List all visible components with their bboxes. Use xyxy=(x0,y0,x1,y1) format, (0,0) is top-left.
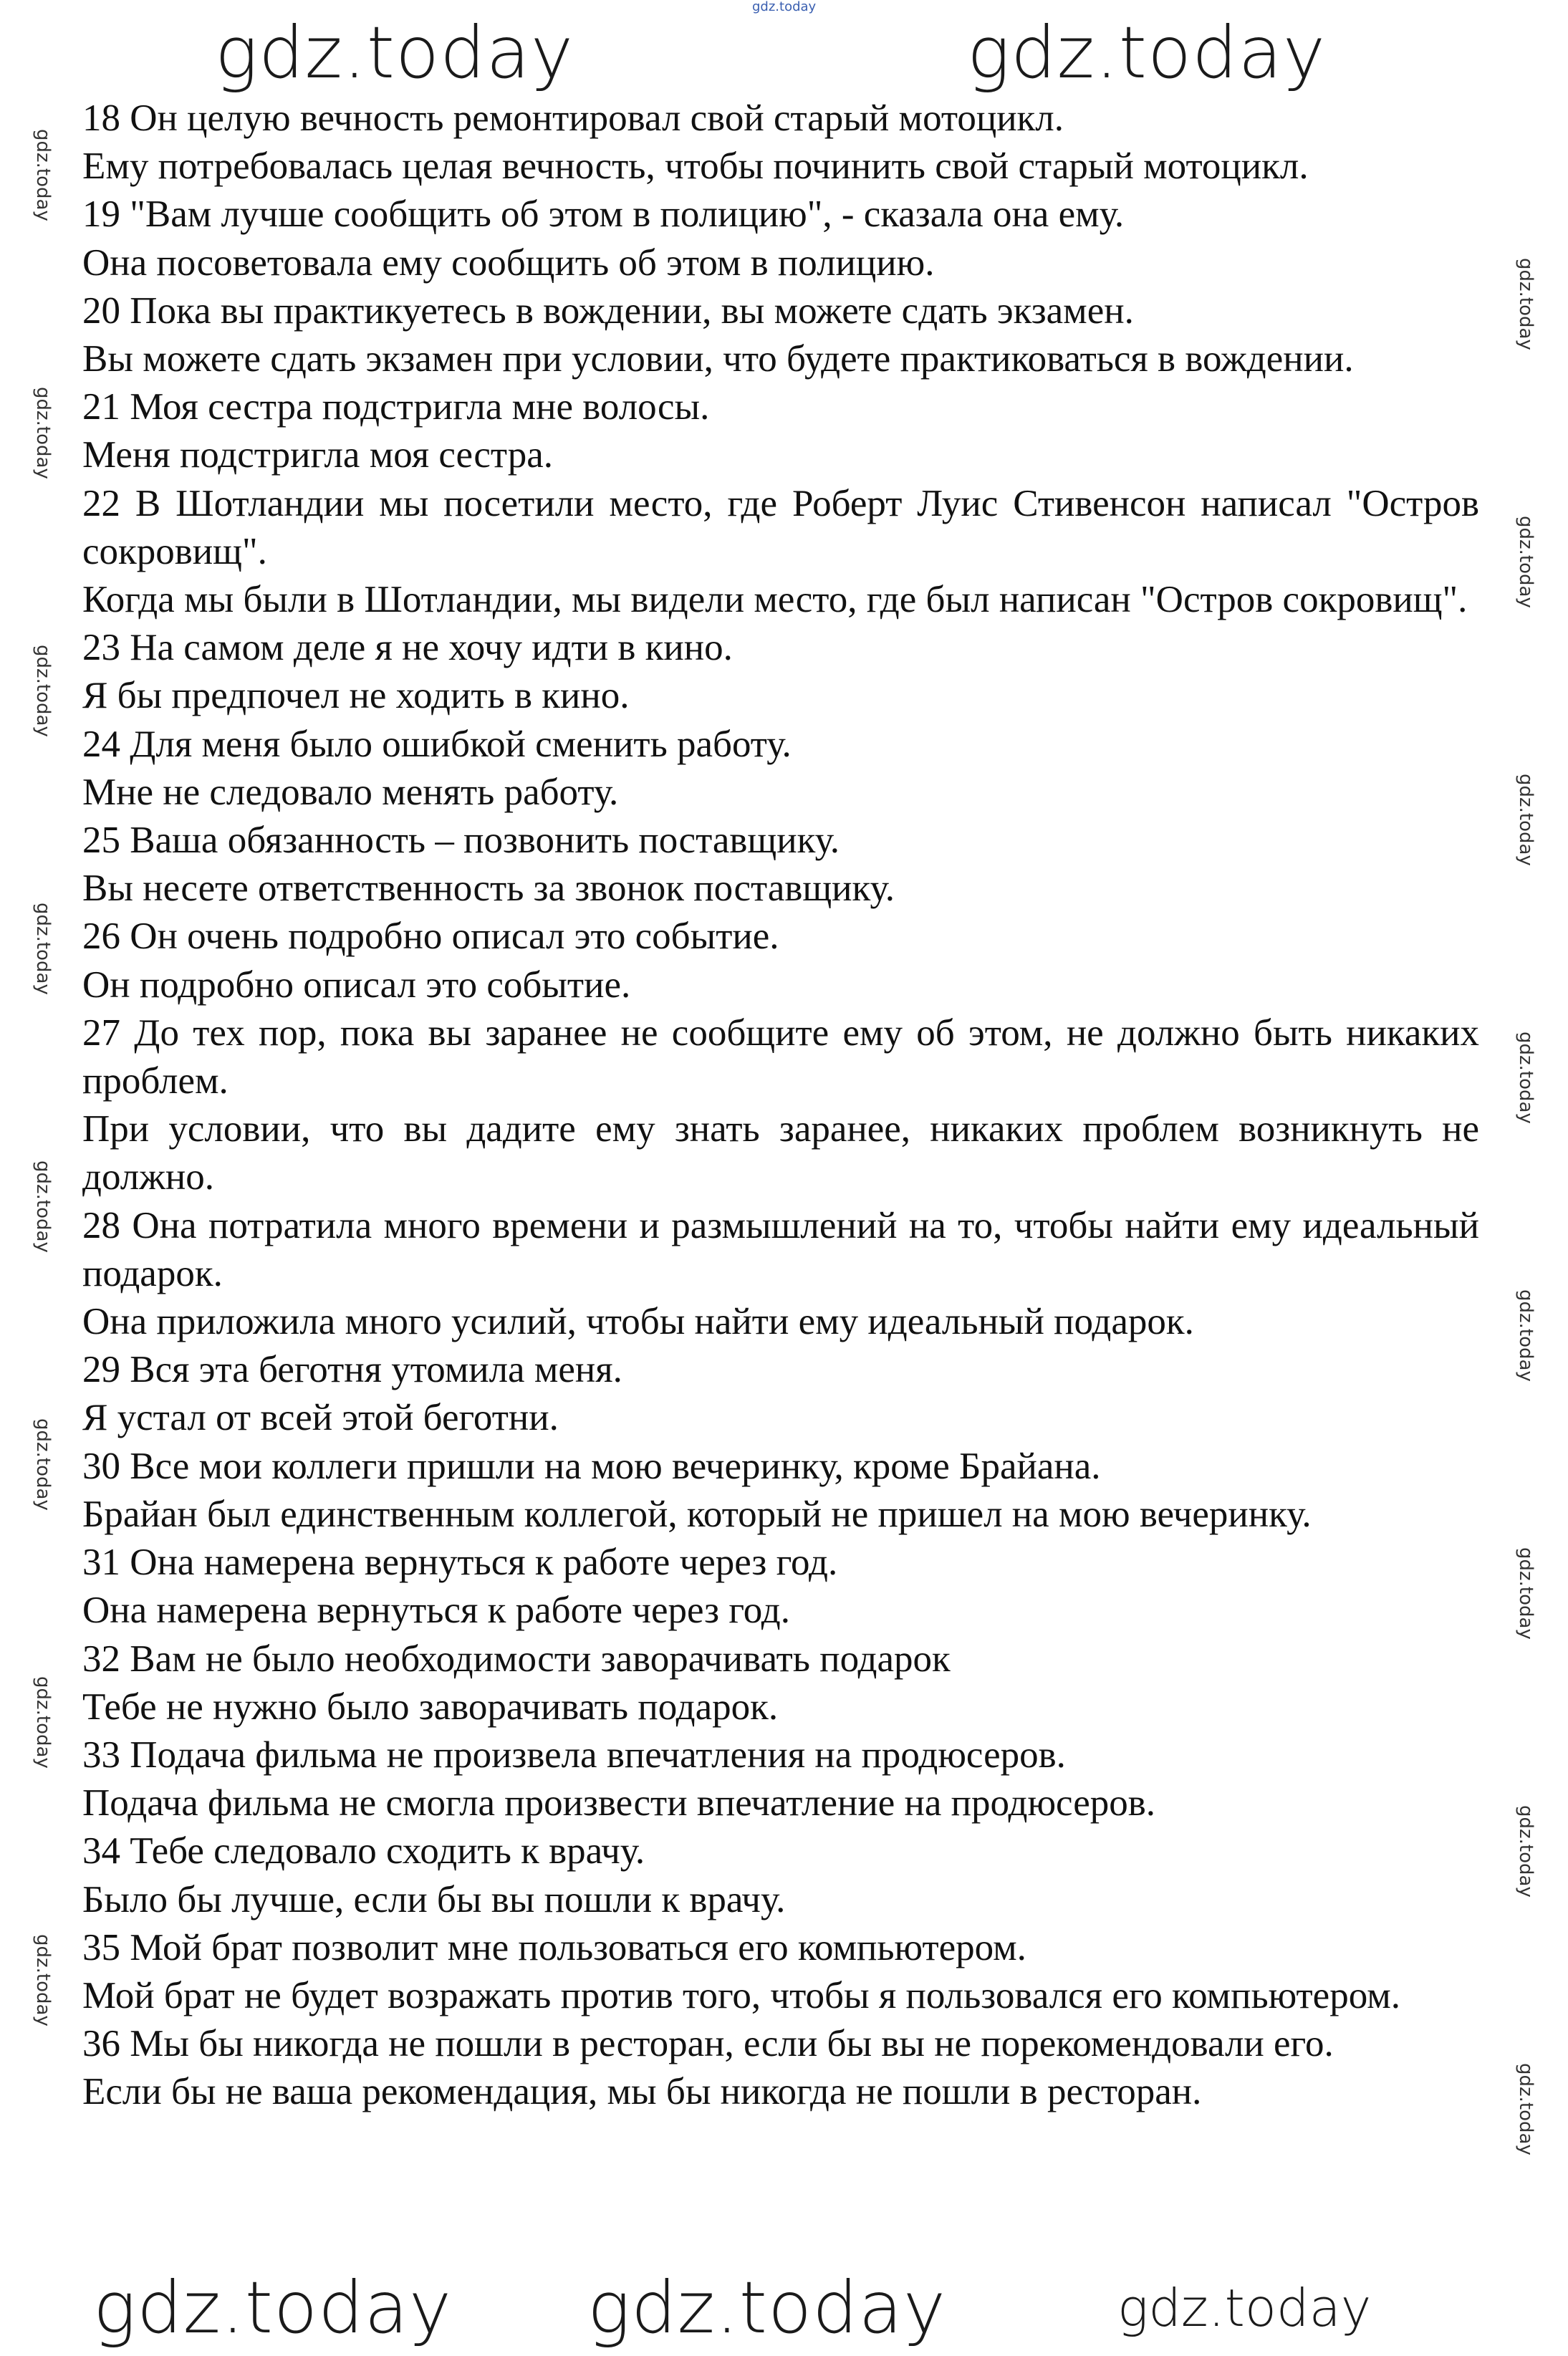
source-sentence: 23 На самом деле я не хочу идти в кино. xyxy=(82,627,733,669)
source-sentence: 31 Она намерена вернуться к работе через год. xyxy=(82,1542,838,1584)
source-sentence: 18 Он целую вечность ремонтировал свой старый мотоцикл. xyxy=(82,97,1064,139)
source-sentence: 25 Ваша обязанность – позвонить поставщику. xyxy=(82,819,840,862)
watermark-small: gdz.today xyxy=(1515,1805,1536,1898)
watermark-small: gdz.today xyxy=(32,903,54,995)
watermark-small: gdz.today xyxy=(1515,258,1536,350)
watermark-large: gdz.today xyxy=(967,11,1327,95)
paraphrase-sentence: Если бы не ваша рекомендация, мы бы никогда не пошли в ресторан. xyxy=(82,2071,1202,2113)
watermark-small: gdz.today xyxy=(1515,1289,1536,1382)
source-sentence: 21 Моя сестра подстригла мне волосы. xyxy=(82,386,710,428)
paraphrase-sentence: Он подробно описал это событие. xyxy=(82,963,631,1006)
paraphrase-sentence: Вы можете сдать экзамен при условии, что будете практиковаться в вождении. xyxy=(82,338,1354,380)
watermark-small: gdz.today xyxy=(1515,1547,1536,1640)
paraphrase-sentence: Подача фильма не смогла произвести впечатление на продюсеров. xyxy=(82,1782,1156,1824)
watermark-small: gdz.today xyxy=(32,387,54,479)
paraphrase-sentence: Мой брат не будет возражать против того, чтобы я пользовался его компьютером. xyxy=(82,1974,1400,2016)
paraphrase-sentence: Она намерена вернуться к работе через год. xyxy=(82,1590,790,1632)
source-sentence: 22 В Шотландии мы посетили место, где Роберт Луис Стивенсон написал "Остров сокровищ". xyxy=(82,482,1479,572)
watermark-large: gdz.today xyxy=(1117,2278,1372,2338)
watermark-top: gdz.today xyxy=(752,0,817,14)
paraphrase-sentence: Вы несете ответственность за звонок поставщику. xyxy=(82,867,895,910)
source-sentence: 24 Для меня было ошибкой сменить работу. xyxy=(82,723,792,765)
source-sentence: 28 Она потратила много времени и размышлений на то, чтобы найти ему идеальный подарок. xyxy=(82,1204,1479,1294)
source-sentence: 19 "Вам лучше сообщить об этом в полицию", - сказала она ему. xyxy=(82,193,1125,236)
source-sentence: 26 Он очень подробно описал это событие. xyxy=(82,915,779,958)
watermark-small: gdz.today xyxy=(1515,1032,1536,1124)
watermark-small: gdz.today xyxy=(1515,774,1536,866)
paraphrase-sentence: Тебе не нужно было заворачивать подарок. xyxy=(82,1686,779,1728)
paraphrase-sentence: Брайан был единственным коллегой, который не пришел на мою вечеринку. xyxy=(82,1493,1312,1535)
source-sentence: 27 До тех пор, пока вы заранее не сообщите ему об этом, не должно быть никаких проблем. xyxy=(82,1011,1479,1102)
paraphrase-sentence: Мне не следовало менять работу. xyxy=(82,771,619,813)
paraphrase-sentence: Было бы лучше, если бы вы пошли к врачу. xyxy=(82,1878,786,1920)
paraphrase-sentence: Я устал от всей этой беготни. xyxy=(82,1397,559,1439)
watermark-small: gdz.today xyxy=(1515,2063,1536,2155)
watermark-large: gdz.today xyxy=(215,11,574,95)
paraphrase-sentence: Когда мы были в Шотландии, мы видели место, где был написан "Остров сокровищ". xyxy=(82,579,1468,621)
source-sentence: 33 Подача фильма не произвела впечатления на продюсеров. xyxy=(82,1734,1066,1776)
paraphrase-sentence: Ему потребовалась целая вечность, чтобы починить свой старый мотоцикл. xyxy=(82,145,1309,188)
watermark-small: gdz.today xyxy=(32,1160,54,1253)
watermark-small: gdz.today xyxy=(32,1418,54,1511)
paraphrase-sentence: Меня подстригла моя сестра. xyxy=(82,434,553,476)
paraphrase-sentence: Она посоветовала ему сообщить об этом в полицию. xyxy=(82,241,935,284)
watermark-large: gdz.today xyxy=(93,2266,453,2350)
source-sentence: 36 Мы бы никогда не пошли в ресторан, если бы вы не порекомендовали его. xyxy=(82,2023,1334,2065)
source-sentence: 29 Вся эта беготня утомила меня. xyxy=(82,1349,622,1391)
watermark-small: gdz.today xyxy=(1515,516,1536,608)
watermark-large: gdz.today xyxy=(587,2266,947,2350)
watermark-small: gdz.today xyxy=(32,129,54,221)
watermark-small: gdz.today xyxy=(32,1934,54,2026)
paraphrase-sentence: Я бы предпочел не ходить в кино. xyxy=(82,675,630,717)
paraphrase-sentence: Она приложила много усилий, чтобы найти ему идеальный подарок. xyxy=(82,1301,1194,1343)
source-sentence: 35 Мой брат позволит мне пользоваться его компьютером. xyxy=(82,1926,1026,1968)
paraphrase-sentence: При условии, что вы дадите ему знать заранее, никаких проблем возникнуть не должно. xyxy=(82,1108,1479,1198)
watermark-small: gdz.today xyxy=(32,645,54,737)
source-sentence: 32 Вам не было необходимости заворачивать подарок xyxy=(82,1638,951,1680)
exercise-answers xyxy=(82,95,1479,2117)
source-sentence: 34 Тебе следовало сходить к врачу. xyxy=(82,1830,645,1872)
source-sentence: 20 Пока вы практикуетесь в вождении, вы можете сдать экзамен. xyxy=(82,289,1134,332)
source-sentence: 30 Все мои коллеги пришли на мою вечеринку, кроме Брайана. xyxy=(82,1445,1101,1487)
watermark-small: gdz.today xyxy=(32,1676,54,1769)
